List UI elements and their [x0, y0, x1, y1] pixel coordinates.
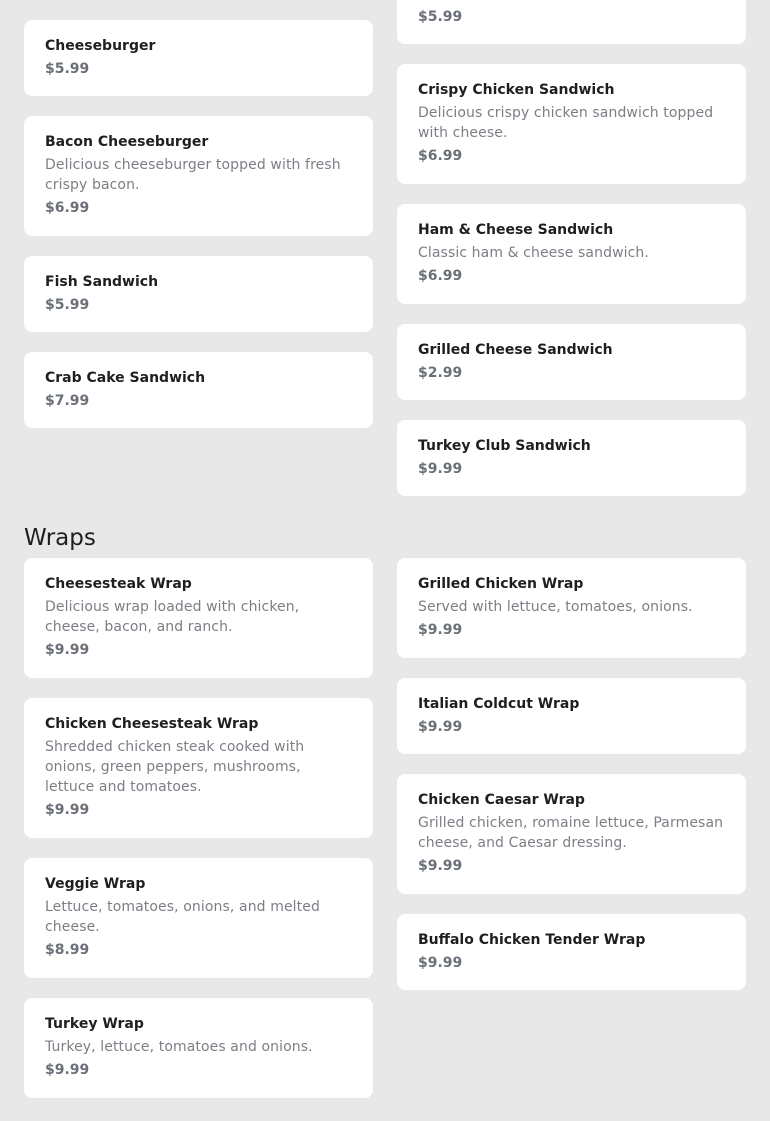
item-name: Fish Sandwich	[45, 274, 159, 290]
item-description: Lettuce, tomatoes, onions, and melted cheese.	[45, 899, 320, 935]
item-name: Bacon Cheeseburger	[45, 134, 209, 150]
section-title-wraps: Wraps	[24, 525, 96, 551]
item-price: $9.99	[45, 1062, 90, 1078]
item-price: $5.99	[418, 9, 463, 25]
item-name: Cheeseburger	[45, 38, 156, 54]
item-price: $7.99	[45, 393, 90, 409]
item-description: Delicious crispy chicken sandwich topped with cheese.	[418, 105, 714, 141]
menu-item-card[interactable]	[397, 420, 746, 496]
item-price: $5.99	[45, 297, 90, 313]
menu-item-card[interactable]	[24, 858, 373, 978]
menu-item-card[interactable]	[397, 558, 746, 658]
menu-item-card[interactable]	[397, 678, 746, 754]
menu-item-card[interactable]	[397, 204, 746, 304]
item-price: $9.99	[45, 802, 90, 818]
menu-item-card[interactable]	[397, 914, 746, 990]
item-description: Shredded chicken steak cooked with onions, green peppers, mushrooms, lettuce and tomatoes.	[45, 739, 305, 795]
item-price: $6.99	[418, 268, 463, 284]
menu-item-card[interactable]	[24, 352, 373, 428]
item-price: $9.99	[418, 622, 463, 638]
item-name: Chicken Caesar Wrap	[418, 792, 585, 808]
item-description: Grilled chicken, romaine lettuce, Parmesan cheese, and Caesar dressing.	[418, 815, 724, 851]
menu-item-card[interactable]	[24, 20, 373, 96]
menu-item-card[interactable]	[24, 998, 373, 1098]
item-name: Cheesesteak Wrap	[45, 576, 192, 592]
item-price: $5.99	[45, 61, 90, 77]
item-description: Served with lettuce, tomatoes, onions.	[418, 599, 693, 615]
item-description: Turkey, lettuce, tomatoes and onions.	[45, 1039, 313, 1055]
item-price: $2.99	[418, 365, 463, 381]
item-name: Crab Cake Sandwich	[45, 370, 206, 386]
menu-item-card[interactable]	[397, 64, 746, 184]
item-price: $8.99	[45, 942, 90, 958]
menu-item-card[interactable]	[24, 256, 373, 332]
item-name: Italian Coldcut Wrap	[418, 696, 580, 712]
menu-item-card[interactable]	[397, 774, 746, 894]
item-price: $9.99	[45, 642, 90, 658]
item-name: Ham & Cheese Sandwich	[418, 222, 614, 238]
menu-item-card[interactable]	[397, 324, 746, 400]
item-price: $9.99	[418, 461, 463, 477]
item-name: Grilled Chicken Wrap	[418, 576, 584, 592]
item-name: Turkey Wrap	[45, 1016, 144, 1032]
menu-item-card[interactable]	[24, 558, 373, 678]
item-name: Grilled Cheese Sandwich	[418, 342, 613, 358]
item-description: Delicious wrap loaded with chicken, cheese, bacon, and ranch.	[45, 599, 300, 635]
item-price: $6.99	[45, 200, 90, 216]
menu-item-card[interactable]	[24, 698, 373, 838]
item-name: Buffalo Chicken Tender Wrap	[418, 932, 646, 948]
menu-item-card[interactable]	[24, 116, 373, 236]
item-name: Turkey Club Sandwich	[418, 438, 591, 454]
item-description: Delicious cheeseburger topped with fresh crispy bacon.	[45, 157, 341, 193]
item-name: Veggie Wrap	[45, 876, 146, 892]
item-description: Classic ham & cheese sandwich.	[418, 245, 649, 261]
item-price: $9.99	[418, 955, 463, 971]
item-name: Chicken Cheesesteak Wrap	[45, 716, 259, 732]
menu-item-card[interactable]	[397, 0, 746, 44]
item-name: Crispy Chicken Sandwich	[418, 82, 615, 98]
item-price: $6.99	[418, 148, 463, 164]
item-price: $9.99	[418, 719, 463, 735]
item-price: $9.99	[418, 858, 463, 874]
